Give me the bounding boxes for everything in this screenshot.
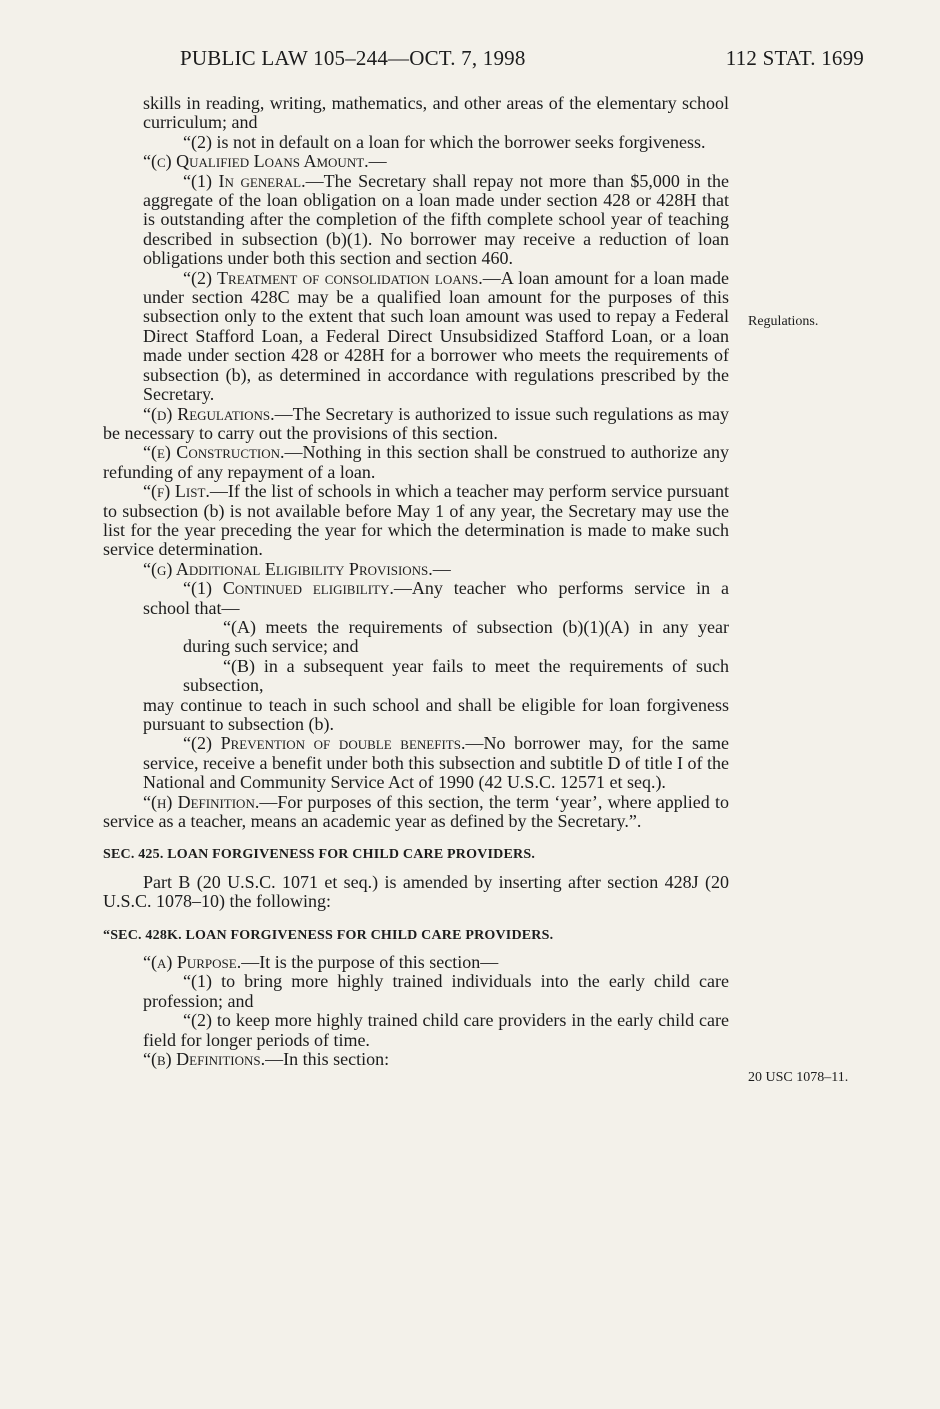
heading: “(b) Definitions.	[143, 1049, 266, 1070]
text: —The Secretary shall repay not more than $5,000 in the aggregate of the loan obligation on a loan made under section 428 or 428H that is outstanding after the completion of the fifth complete school year of teaching described in subsection (b)(1). No borrower may receive a reduction of loan obligations under both this section and section 460.	[143, 170, 729, 269]
text: —In this section:	[265, 1049, 390, 1070]
subsection-heading-c: “(c) Qualified Loans Amount.—	[143, 151, 387, 172]
paragraph-d	[103, 405, 729, 444]
heading: “(1) Continued eligibility.	[183, 578, 394, 599]
section-heading-425: SEC. 425. LOAN FORGIVENESS FOR CHILD CARE PROVIDERS.	[103, 847, 536, 863]
paragraph-g2	[103, 734, 729, 792]
paragraph-a1: “(1) to bring more highly trained individuals into the early child care profession; and	[143, 971, 729, 1011]
paragraph-b	[103, 1050, 729, 1069]
heading: “(2) Treatment of consolidation loans.	[183, 267, 483, 288]
subsection-heading-g: “(g) Additional Eligibility Provisions.—	[143, 558, 451, 579]
page-header	[0, 46, 940, 76]
paragraph-h	[103, 793, 729, 832]
heading: “(f) List.	[143, 481, 210, 502]
statute-body	[103, 94, 729, 1070]
paragraph-g1	[103, 579, 729, 618]
text: —Any teacher who performs service in a school that—	[143, 578, 729, 618]
text: —No borrower may, for the same service, receive a benefit under both this subsection and subtitle D of title I of the National and Community Service Act of 1990 (42 U.S.C. 12571 et seq.).	[143, 733, 729, 793]
clause-g-b: “(B) in a subsequent year fails to meet the requirements of such subsection,	[183, 655, 729, 696]
paragraph-a	[103, 953, 729, 972]
margin-note-usc-citation: 20 USC 1078–11.	[748, 1070, 849, 1085]
heading: “(d) Regulations.	[143, 403, 275, 424]
text: —A loan amount for a loan made under section 428C may be a qualified loan amount for the purposes of this subsection only to the extent that such loan amount was used to repay a Federal Direct Stafford Loan, a Federal Direct Unsubsidized Stafford Loan, or a loan made under section 428 or 428H for a borrower who meets the requirements of subsection (b), as determined in accordance with regulations prescribed by the Secretary.	[143, 267, 729, 405]
paragraph-a2: “(2) to keep more highly trained child care providers in the early child care field for longer periods of time.	[143, 1010, 729, 1050]
text: —The Secretary is authorized to issue such regulations as may be necessary to carry out the provisions of this section.	[103, 403, 729, 443]
heading: “(e) Construction.	[143, 442, 285, 463]
paragraph: skills in reading, writing, mathematics, and other areas of the elementary school curriculum; and	[143, 93, 729, 133]
running-title: PUBLIC LAW 105–244—OCT. 7, 1998	[180, 46, 526, 70]
heading: “(h) Definition.	[143, 791, 260, 812]
text: —It is the purpose of this section—	[241, 952, 499, 973]
text: —For purposes of this section, the term ‘year’, where applied to service as a teacher, means an academic year as defined by the Secretary.”.	[103, 791, 729, 832]
statute-page-number: 112 STAT. 1699	[725, 46, 864, 70]
margin-note-regulations: Regulations.	[748, 314, 819, 329]
paragraph-c1	[103, 172, 729, 269]
paragraph-e	[103, 443, 729, 482]
paragraph: “(2) is not in default on a loan for which the borrower seeks forgiveness.	[183, 131, 706, 152]
heading: “(1) In general.	[183, 170, 306, 191]
heading: “(2) Prevention of double benefits.	[183, 733, 466, 754]
paragraph-c2	[103, 269, 729, 405]
paragraph-f	[103, 482, 729, 560]
clause-g-a: “(A) meets the requirements of subsection (b)(1)(A) in any year during such service; and	[183, 616, 729, 657]
paragraph-continuation: may continue to teach in such school and shall be eligible for loan forgiveness pursuant to subsection (b).	[143, 694, 729, 734]
heading: “(a) Purpose.	[143, 952, 242, 973]
text: —If the list of schools in which a teacher may perform service pursuant to subsection (b) is not available before May 1 of any year, the Secretary may use the list for the year preceding the year for which the determination is made to make such service determination.	[103, 481, 730, 560]
text: —Nothing in this section shall be construed to authorize any refunding of any repayment of a loan.	[103, 442, 729, 482]
amendment-instruction: Part B (20 U.S.C. 1071 et seq.) is amended by inserting after section 428J (20 U.S.C. 1078–10) the following:	[103, 871, 729, 912]
section-heading-428k: “SEC. 428K. LOAN FORGIVENESS FOR CHILD CARE PROVIDERS.	[103, 927, 554, 943]
